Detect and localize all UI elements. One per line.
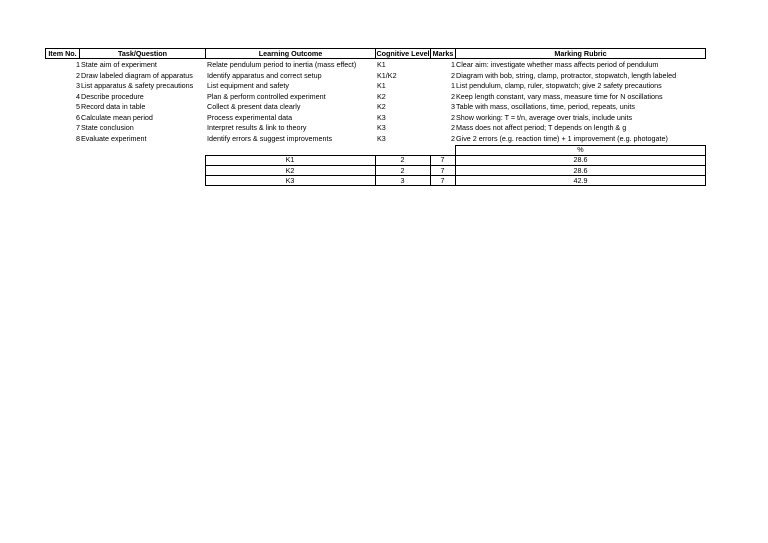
header-cognitive-level[interactable]: Cognitive Level	[376, 49, 430, 58]
row-3-rubric[interactable]: List pendulum, clamp, ruler, stopwatch; give 2 safety precautions	[456, 81, 662, 90]
header-marks[interactable]: Marks	[430, 48, 456, 59]
summary-k3-total[interactable]: 7	[440, 175, 445, 185]
row-5-rubric[interactable]: Table with mass, oscillations, time, period, repeats, units	[456, 102, 635, 111]
row-2-marks[interactable]: 2	[451, 70, 455, 80]
row-8-item[interactable]: 8	[76, 133, 80, 143]
row-4-rubric[interactable]: Keep length constant, vary mass, measure time for N oscillations	[456, 91, 663, 101]
row-7-rubric[interactable]: Mass does not affect period; T depends on length & g	[456, 123, 627, 132]
summary-percent-header[interactable]: %	[577, 145, 584, 154]
row-8-outcome[interactable]: Identify errors & suggest improvements	[207, 133, 333, 143]
summary-k1-total[interactable]: 7	[440, 155, 445, 164]
row-6-item[interactable]: 6	[76, 112, 80, 122]
summary-k1-percent[interactable]: 28.6	[573, 155, 588, 164]
row-5-task[interactable]: Record data in table	[81, 102, 146, 111]
row-7-task[interactable]: State conclusion	[81, 123, 134, 132]
row-8-rubric[interactable]: Give 2 errors (e.g. reaction time) + 1 improvement (e.g. photogate)	[456, 133, 668, 143]
row-1-item[interactable]: 1	[76, 60, 80, 69]
summary-k2-level[interactable]: K2	[285, 165, 295, 175]
row-7-marks[interactable]: 2	[451, 123, 455, 132]
row-1-marks[interactable]: 1	[451, 60, 455, 69]
row-6-rubric[interactable]: Show working: T = t/n, average over trials, include units	[456, 112, 633, 122]
row-2-outcome[interactable]: Identify apparatus and correct setup	[207, 70, 322, 80]
summary-k1-level[interactable]: K1	[285, 155, 295, 164]
row-3-task[interactable]: List apparatus & safety precautions	[81, 81, 194, 90]
row-6-task[interactable]: Calculate mean period	[81, 112, 153, 122]
header-task[interactable]: Task/Question	[79, 48, 206, 59]
row-2-level[interactable]: K1/K2	[377, 70, 397, 80]
row-6-outcome[interactable]: Process experimental data	[207, 112, 293, 122]
row-3-item[interactable]: 3	[76, 81, 80, 90]
summary-k1-count[interactable]: 2	[400, 155, 405, 164]
row-3-marks[interactable]: 1	[451, 81, 455, 90]
row-6-marks[interactable]: 2	[451, 112, 455, 122]
header-learning-outcome[interactable]: Learning Outcome	[205, 48, 376, 59]
summary-k2-total[interactable]: 7	[440, 165, 445, 175]
row-5-level[interactable]: K2	[377, 102, 386, 111]
row-4-outcome[interactable]: Plan & perform controlled experiment	[207, 91, 326, 101]
row-3-outcome[interactable]: List equipment and safety	[207, 81, 289, 90]
row-1-outcome[interactable]: Relate pendulum period to inertia (mass effect)	[207, 60, 357, 69]
summary-k3-count[interactable]: 3	[400, 175, 405, 185]
row-8-marks[interactable]: 2	[451, 133, 455, 143]
row-8-level[interactable]: K3	[377, 133, 386, 143]
summary-k2-percent[interactable]: 28.6	[573, 165, 588, 175]
row-2-task[interactable]: Draw labeled diagram of apparatus	[81, 70, 193, 80]
row-2-item[interactable]: 2	[76, 70, 80, 80]
row-4-marks[interactable]: 2	[451, 91, 455, 101]
row-4-level[interactable]: K2	[377, 91, 386, 101]
row-4-item[interactable]: 4	[76, 91, 80, 101]
row-1-level[interactable]: K1	[377, 60, 386, 69]
row-3-level[interactable]: K1	[377, 81, 386, 90]
row-5-outcome[interactable]: Collect & present data clearly	[207, 102, 301, 111]
row-2-rubric[interactable]: Diagram with bob, string, clamp, protractor, stopwatch, length labeled	[456, 70, 677, 80]
row-4-task[interactable]: Describe procedure	[81, 91, 144, 101]
row-7-item[interactable]: 7	[76, 123, 80, 132]
row-5-item[interactable]: 5	[76, 102, 80, 111]
row-1-task[interactable]: State aim of experiment	[81, 60, 157, 69]
row-1-rubric[interactable]: Clear aim: investigate whether mass affects period of pendulum	[456, 60, 659, 69]
header-marking-rubric[interactable]: Marking Rubric	[455, 48, 706, 59]
summary-k3-percent[interactable]: 42.9	[573, 175, 588, 185]
row-5-marks[interactable]: 3	[451, 102, 455, 111]
row-8-task[interactable]: Evaluate experiment	[81, 133, 147, 143]
summary-k3-level[interactable]: K3	[285, 175, 295, 185]
row-7-outcome[interactable]: Interpret results & link to theory	[207, 123, 307, 132]
row-6-level[interactable]: K3	[377, 112, 386, 122]
summary-k2-count[interactable]: 2	[400, 165, 405, 175]
header-item-no[interactable]: Item No.	[45, 48, 80, 59]
row-7-level[interactable]: K3	[377, 123, 386, 132]
